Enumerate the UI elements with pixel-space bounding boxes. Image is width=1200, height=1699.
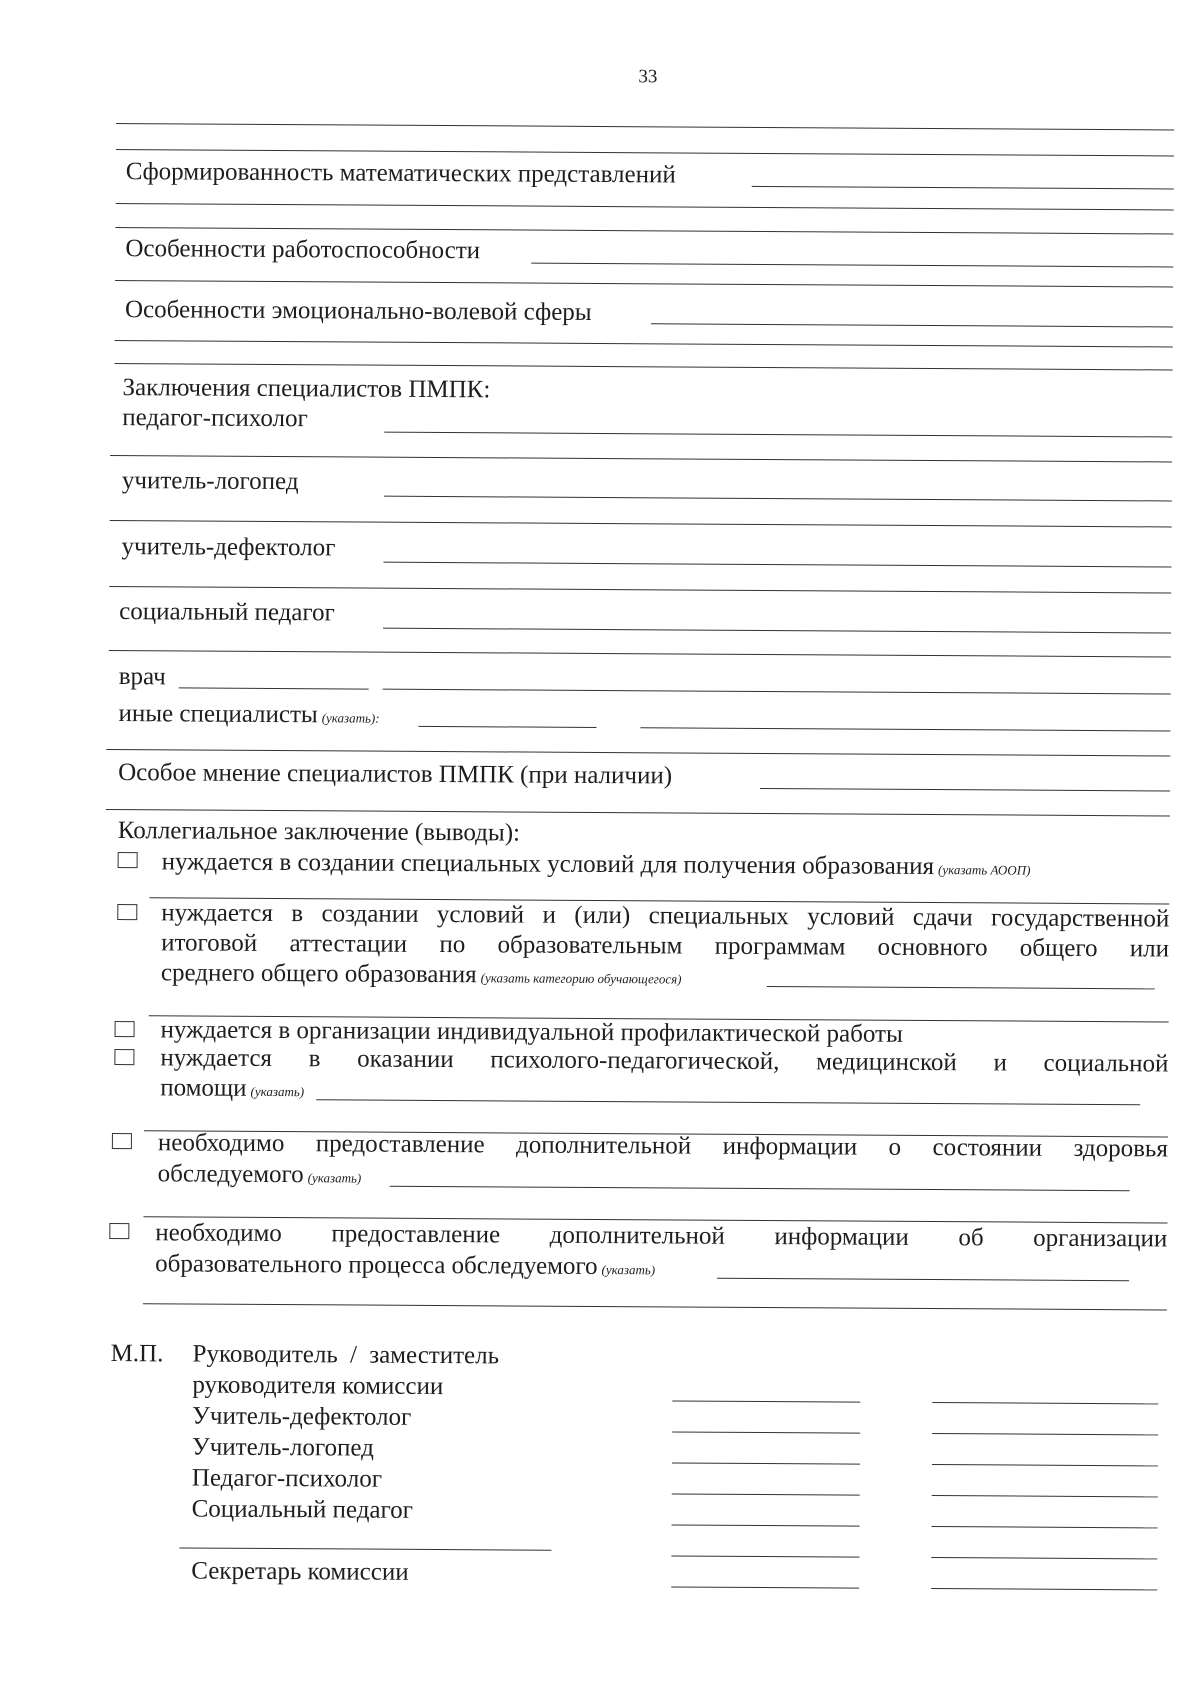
check-6-fill-line[interactable] bbox=[717, 1278, 1129, 1282]
fill-line[interactable] bbox=[106, 749, 1170, 756]
stamp-place-label: М.П. bbox=[110, 1340, 164, 1368]
doctor-label: врач bbox=[118, 663, 166, 691]
check-5-line-2: обследуемого bbox=[157, 1160, 304, 1189]
name-line[interactable] bbox=[932, 1495, 1158, 1497]
word: основного bbox=[877, 933, 988, 962]
checkbox-assistance[interactable] bbox=[114, 1049, 134, 1065]
emotional-label: Особенности эмоционально-волевой сферы bbox=[124, 296, 592, 326]
social-pedagogue-label: социальный педагог bbox=[119, 598, 335, 627]
check-1-label: нуждается в создании специальных условий для получения образования bbox=[161, 848, 935, 881]
fill-line[interactable] bbox=[106, 809, 1170, 816]
work-capacity-label: Особенности работоспособности bbox=[125, 235, 481, 265]
secretary-name-line[interactable] bbox=[179, 1547, 551, 1550]
name-line[interactable] bbox=[932, 1402, 1158, 1404]
social-pedagogue-fill-line[interactable] bbox=[383, 628, 1171, 634]
other-specialists-text: иные специалисты bbox=[118, 700, 318, 729]
fill-line[interactable] bbox=[109, 586, 1171, 593]
head-label-line-1: Руководитель / заместитель bbox=[192, 1340, 500, 1370]
other-specialists-hint: (указать): bbox=[321, 710, 380, 726]
check-4-line-1: нуждается в оказании психолого-педагогической, медицинской и социальной bbox=[160, 1044, 1169, 1078]
check-5-hint: (указать) bbox=[307, 1170, 362, 1186]
check-4-hint: (указать) bbox=[250, 1083, 305, 1100]
fill-line[interactable] bbox=[110, 520, 1172, 527]
fill-line[interactable] bbox=[109, 650, 1171, 657]
name-line[interactable] bbox=[931, 1588, 1157, 1590]
speech-therapist-label: учитель-логопед bbox=[121, 467, 299, 496]
defectologist-signature-label: Учитель-дефектолог bbox=[192, 1402, 412, 1431]
psychologist-label: педагог-психолог bbox=[122, 404, 308, 433]
checkbox-gia-conditions[interactable] bbox=[117, 904, 137, 920]
special-opinion-fill-line[interactable] bbox=[760, 788, 1170, 792]
social-pedagogue-signature-label: Социальный педагог bbox=[191, 1495, 414, 1524]
secretary-signature-label: Секретарь комиссии bbox=[191, 1557, 409, 1586]
fill-line[interactable] bbox=[110, 455, 1172, 462]
conclusions-title: Заключения специалистов ПМПК: bbox=[122, 374, 491, 404]
signature-line[interactable] bbox=[672, 1400, 860, 1402]
fill-line[interactable] bbox=[115, 340, 1173, 347]
other-specialists-specialty-line[interactable] bbox=[418, 726, 596, 728]
signature-line[interactable] bbox=[672, 1524, 860, 1526]
name-line[interactable] bbox=[932, 1464, 1158, 1466]
check-2-fill-line[interactable] bbox=[767, 986, 1155, 989]
check-6-line-2-block bbox=[155, 1249, 655, 1282]
fill-line[interactable] bbox=[116, 123, 1174, 130]
work-fill-line[interactable] bbox=[531, 263, 1173, 268]
word: общего bbox=[1019, 934, 1098, 963]
check-5-line-2-block bbox=[158, 1159, 362, 1190]
check-5-fill-line[interactable] bbox=[390, 1186, 1130, 1192]
signature-line[interactable] bbox=[672, 1431, 860, 1433]
math-label: Сформированность математических представлений bbox=[125, 158, 676, 189]
fill-line[interactable] bbox=[115, 280, 1173, 287]
checkbox-special-conditions[interactable] bbox=[118, 852, 138, 868]
name-line[interactable] bbox=[932, 1433, 1158, 1435]
signature-line[interactable] bbox=[671, 1586, 859, 1588]
collegial-conclusion-title: Коллегиальное заключение (выводы): bbox=[117, 817, 521, 847]
speech-therapist-signature-label: Учитель-логопед bbox=[191, 1433, 374, 1462]
check-1-text bbox=[162, 847, 1031, 882]
check-5-line-1: необходимо предоставление дополнительной информации о состоянии здоровья bbox=[157, 1129, 1168, 1163]
word: образовательным bbox=[497, 931, 683, 960]
name-line[interactable] bbox=[932, 1526, 1158, 1528]
check-4-fill-line[interactable] bbox=[316, 1099, 1140, 1105]
signature-line[interactable] bbox=[672, 1462, 860, 1464]
fill-line[interactable] bbox=[115, 227, 1173, 234]
word: аттестации bbox=[289, 930, 408, 958]
emotional-fill-line[interactable] bbox=[651, 323, 1173, 327]
check-2-line-3: среднего общего образования bbox=[160, 959, 477, 989]
defectologist-fill-line[interactable] bbox=[383, 562, 1171, 568]
fill-line[interactable] bbox=[116, 203, 1174, 210]
special-opinion-label: Особое мнение специалистов ПМПК (при наличии) bbox=[118, 759, 673, 790]
checkbox-education-info[interactable] bbox=[109, 1223, 129, 1239]
psychologist-signature-label: Педагог-психолог bbox=[191, 1464, 383, 1493]
word: или bbox=[1129, 935, 1170, 963]
signature-line[interactable] bbox=[671, 1555, 859, 1557]
check-6-hint: (указать) bbox=[601, 1262, 656, 1278]
word: итоговой bbox=[161, 929, 258, 957]
page-number: 33 bbox=[638, 66, 658, 88]
checkbox-health-info[interactable] bbox=[112, 1133, 132, 1149]
check-4-line-2-block bbox=[160, 1073, 304, 1104]
check-6-line-1: необходимо предоставление дополнительной информации об организации bbox=[155, 1219, 1168, 1253]
doctor-fill-line[interactable] bbox=[383, 689, 1171, 695]
fill-line[interactable] bbox=[115, 363, 1173, 370]
signature-line[interactable] bbox=[672, 1493, 860, 1495]
fill-line[interactable] bbox=[116, 149, 1174, 156]
check-3-label: нуждается в организации индивидуальной профилактической работы bbox=[160, 1016, 903, 1048]
defectologist-label: учитель-дефектолог bbox=[121, 533, 336, 562]
word: программам bbox=[714, 932, 846, 961]
word: по bbox=[439, 931, 466, 959]
check-1-hint: (указать АООП) bbox=[937, 862, 1031, 878]
check-6-line-2: образовательного процесса обследуемого bbox=[155, 1250, 598, 1280]
check-2-hint: (указать категорию обучающегося) bbox=[480, 970, 682, 987]
doctor-specialty-fill-line[interactable] bbox=[179, 687, 369, 689]
other-specialists-label bbox=[118, 699, 379, 731]
psychologist-fill-line[interactable] bbox=[384, 432, 1172, 438]
name-line[interactable] bbox=[931, 1557, 1157, 1559]
fill-line[interactable] bbox=[143, 1303, 1167, 1310]
check-2-line-3-block bbox=[161, 958, 682, 991]
checkbox-prevention-work[interactable] bbox=[115, 1021, 135, 1037]
other-specialists-fill-line[interactable] bbox=[640, 727, 1170, 731]
speech-therapist-fill-line[interactable] bbox=[384, 496, 1172, 502]
check-2-line-1: нуждается в создании условий и (или) специальных условий сдачи государственной bbox=[161, 899, 1170, 933]
check-4-line-2: помощи bbox=[160, 1074, 247, 1102]
head-label-line-2: руководителя комиссии bbox=[192, 1371, 444, 1401]
math-fill-line[interactable] bbox=[752, 186, 1174, 190]
